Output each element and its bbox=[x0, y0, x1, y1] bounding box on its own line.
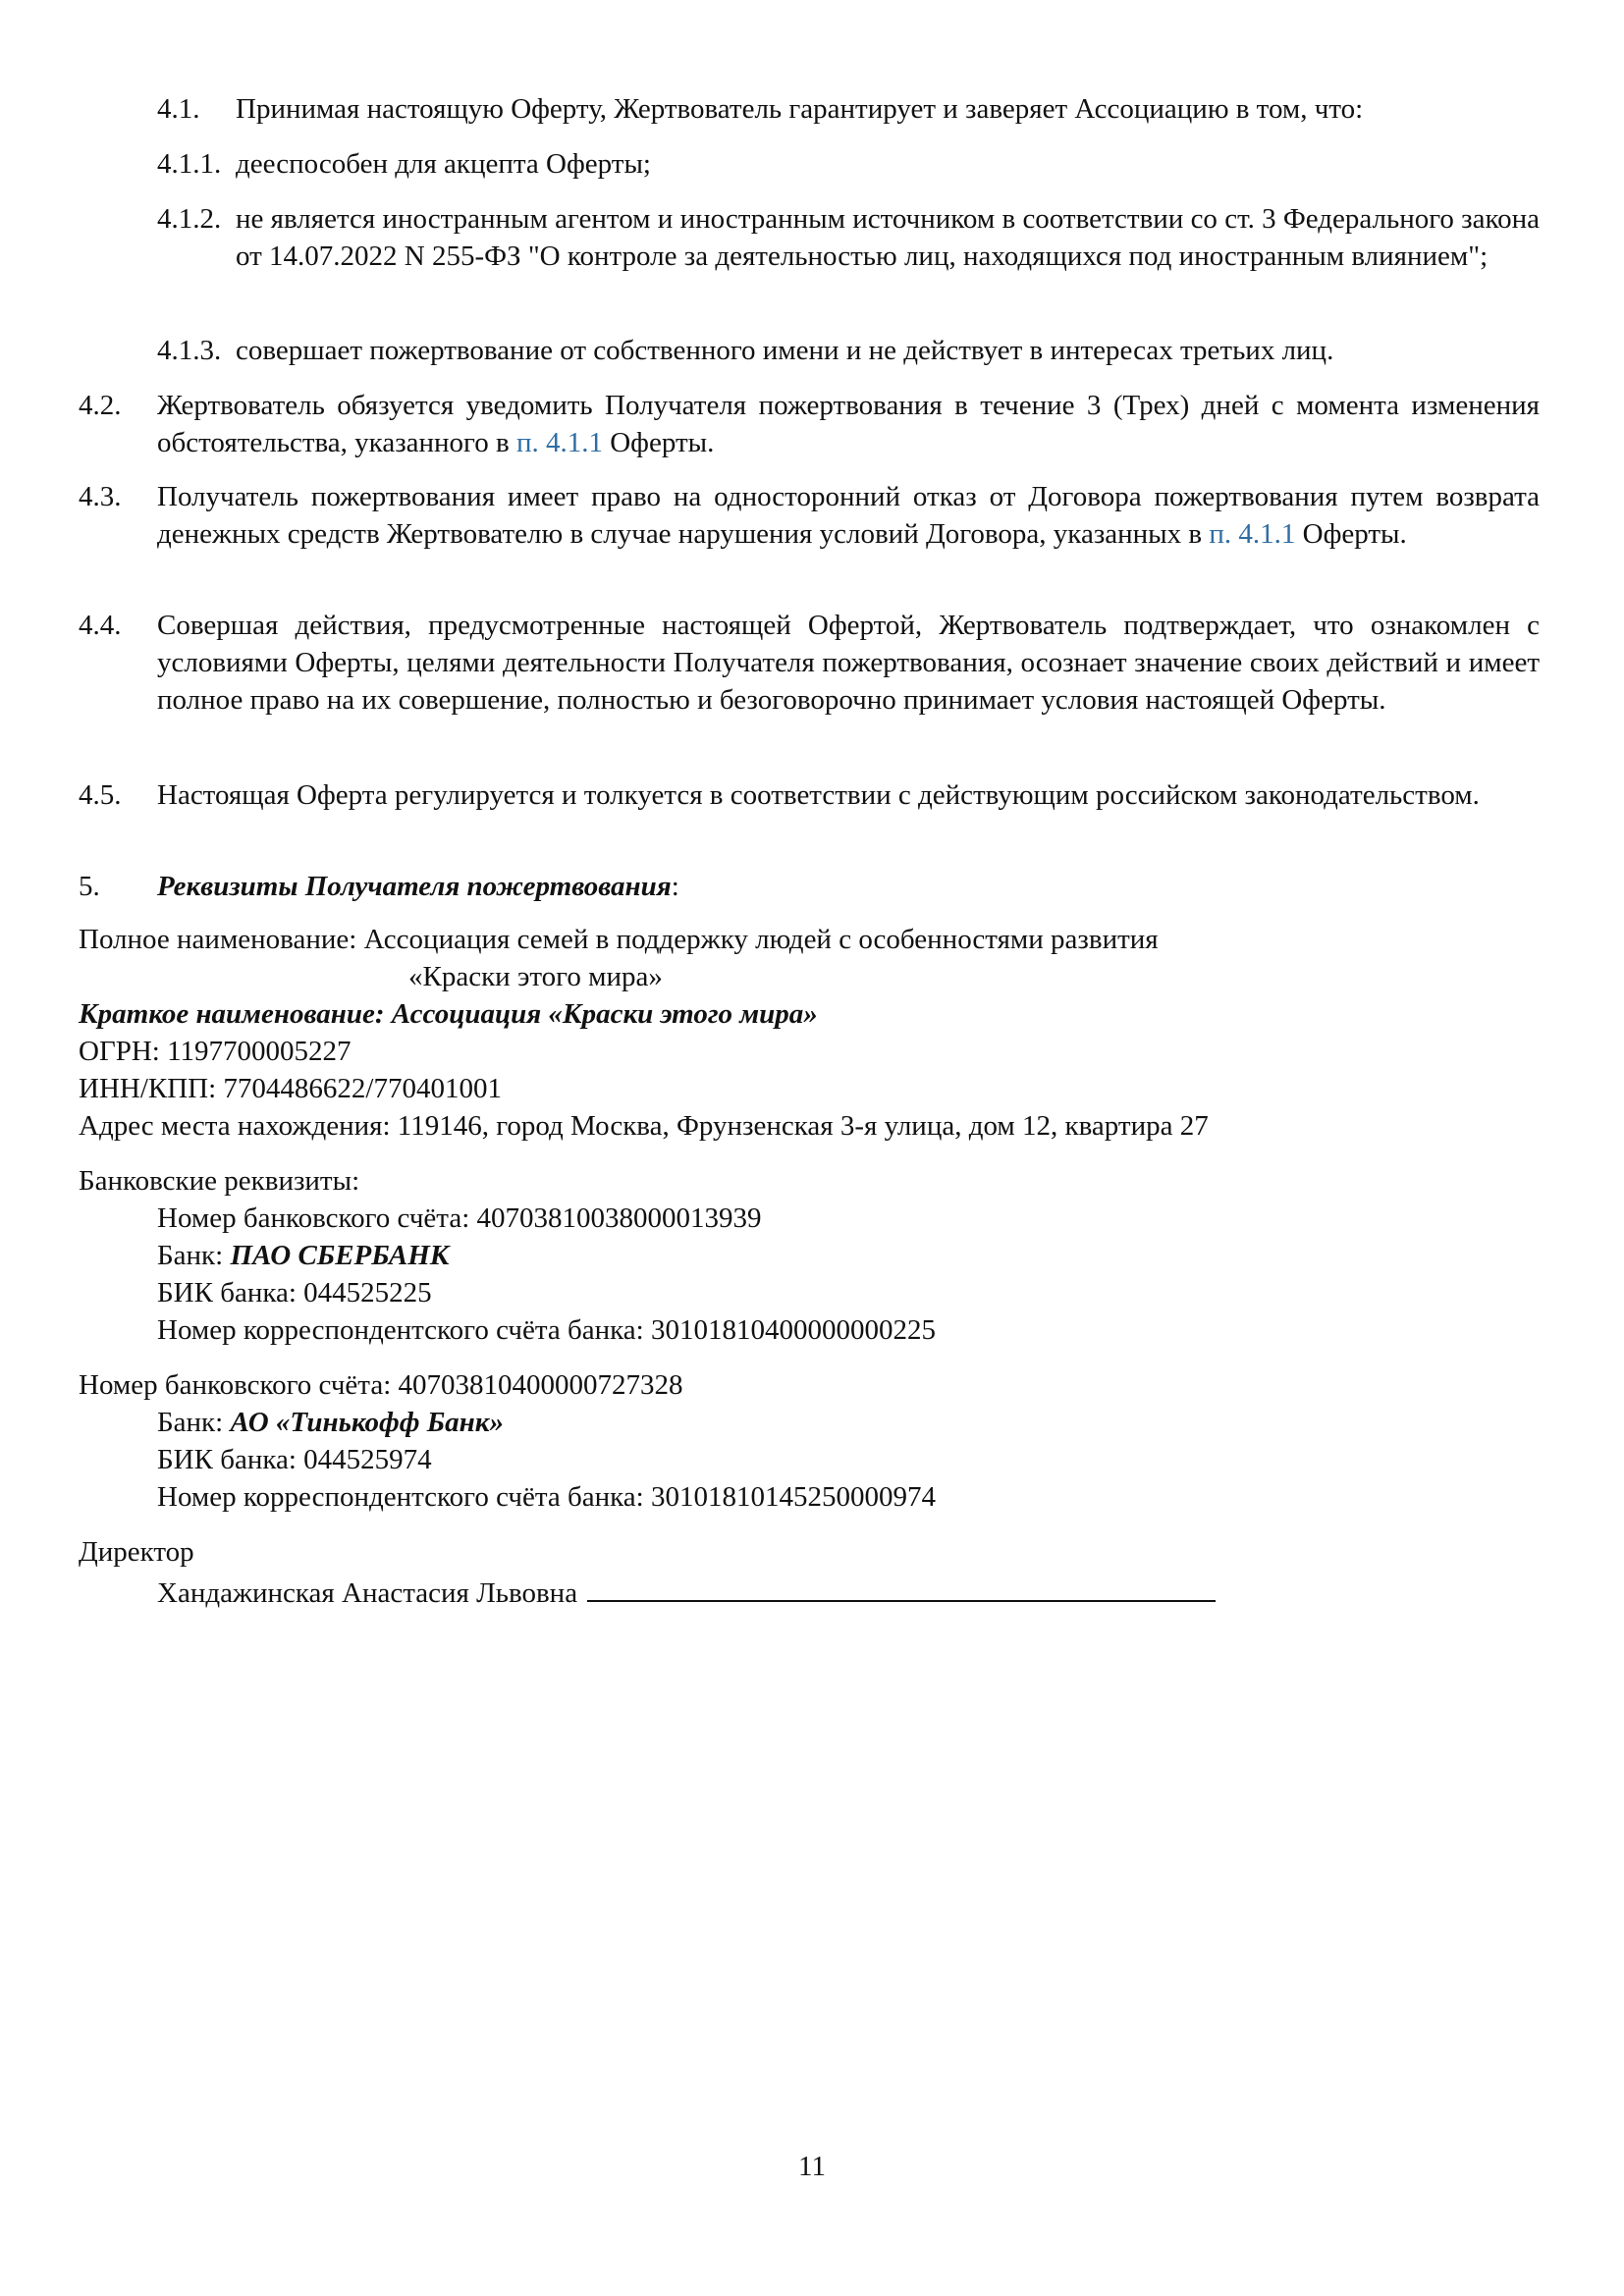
director-name: Хандажинская Анастасия Львовна bbox=[157, 1577, 578, 1609]
clause-number: 4.1.3. bbox=[157, 335, 222, 366]
clause-number: 4.2. bbox=[79, 390, 122, 421]
full-name-line: Полное наименование: Ассоциация семей в поддержку людей с особенностями развития bbox=[79, 924, 1159, 955]
clause-4-2 bbox=[79, 387, 1540, 461]
clause-4-3 bbox=[79, 478, 1540, 553]
clause-text: Настоящая Оферта регулируется и толкуется в соответствии с действующим российском законодательством. bbox=[157, 779, 1480, 811]
bank2-bik: БИК банка: 044525974 bbox=[157, 1444, 432, 1475]
clause-text: Совершая действия, предусмотренные настоящей Офертой, Жертвователь подтверждает, что ознакомлен с условиями Оферты, целями деятельности Получателя пожертвования, осознает значение своих действий и имеет полное право на их совершение, полностью и безоговорочно принимает условия настоящей Оферты. bbox=[157, 610, 1540, 716]
bank-heading: Банковские реквизиты: bbox=[79, 1165, 360, 1197]
clause-number: 4.5. bbox=[79, 779, 122, 811]
clause-number: 4.4. bbox=[79, 610, 122, 641]
clause-text: не является иностранным агентом и иностранным источником в соответствии со ст. 3 Федерального закона от 14.07.2022 N 255-ФЗ "О контроле за деятельностью лиц, находящихся под иностранным влиянием"; bbox=[236, 203, 1540, 272]
clause-number: 4.1. bbox=[157, 93, 200, 125]
clause-4-1-3 bbox=[157, 332, 1540, 369]
bank2-name: Банк: АО «Тинькофф Банк» bbox=[157, 1407, 504, 1438]
clause-number: 4.3. bbox=[79, 481, 122, 512]
bank1-name: Банк: ПАО СБЕРБАНК bbox=[157, 1240, 450, 1271]
clause-reference-link[interactable]: п. 4.1.1 bbox=[515, 427, 603, 458]
bank2-account: Номер банковского счёта: 40703810400000727328 bbox=[79, 1369, 683, 1401]
section-title: Реквизиты Получателя пожертвования bbox=[157, 871, 672, 902]
full-name-continuation: «Краски этого мира» bbox=[408, 961, 663, 992]
clause-4-1-1 bbox=[157, 145, 1540, 183]
clause-4-5 bbox=[79, 776, 1540, 814]
ogrn: ОГРН: 1197700005227 bbox=[79, 1036, 352, 1067]
clause-number: 4.1.1. bbox=[157, 148, 222, 180]
director-signature-line bbox=[157, 1571, 1216, 1612]
bank1-account: Номер банковского счёта: 40703810038000013939 bbox=[157, 1202, 762, 1234]
clause-text: совершает пожертвование от собственного имени и не действует в интересах третьих лиц. bbox=[236, 335, 1334, 366]
clause-4-1 bbox=[157, 90, 1540, 128]
signature-blank bbox=[587, 1571, 1216, 1602]
director-label: Директор bbox=[79, 1536, 194, 1568]
address: Адрес места нахождения: 119146, город Москва, Фрунзенская 3-я улица, дом 12, квартира 27 bbox=[79, 1110, 1209, 1142]
clause-4-1-2 bbox=[157, 200, 1540, 275]
clause-reference-link[interactable]: п. 4.1.1 bbox=[1209, 518, 1296, 550]
clause-4-4 bbox=[79, 607, 1540, 719]
clause-text: Принимая настоящую Оферту, Жертвователь гарантирует и заверяет Ассоциацию в том, что: bbox=[236, 93, 1364, 125]
clause-text: дееспособен для акцепта Оферты; bbox=[236, 148, 651, 180]
bank1-bik: БИК банка: 044525225 bbox=[157, 1277, 432, 1308]
clause-text: Получатель пожертвования имеет право на односторонний отказ от Договора пожертвования путем возврата денежных средств Жертвователю в случае нарушения условий Договора, указанных в п. 4.1.1 Оферты. bbox=[157, 481, 1540, 550]
page-number: 11 bbox=[798, 2151, 826, 2182]
short-name: Краткое наименование: Ассоциация «Краски этого мира» bbox=[79, 998, 818, 1030]
section-5-heading: 5. Реквизиты Получателя пожертвования: bbox=[79, 868, 1540, 905]
bank1-corr-account: Номер корреспондентского счёта банка: 30101810400000000225 bbox=[157, 1314, 936, 1346]
section-number: 5. bbox=[79, 871, 100, 902]
bank2-corr-account: Номер корреспондентского счёта банка: 30101810145250000974 bbox=[157, 1481, 936, 1513]
inn-kpp: ИНН/КПП: 7704486622/770401001 bbox=[79, 1073, 502, 1104]
clause-text: Жертвователь обязуется уведомить Получателя пожертвования в течение 3 (Трех) дней с момента изменения обстоятельства, указанного в п. 4.1.1 Оферты. bbox=[157, 390, 1540, 458]
clause-number: 4.1.2. bbox=[157, 203, 222, 235]
